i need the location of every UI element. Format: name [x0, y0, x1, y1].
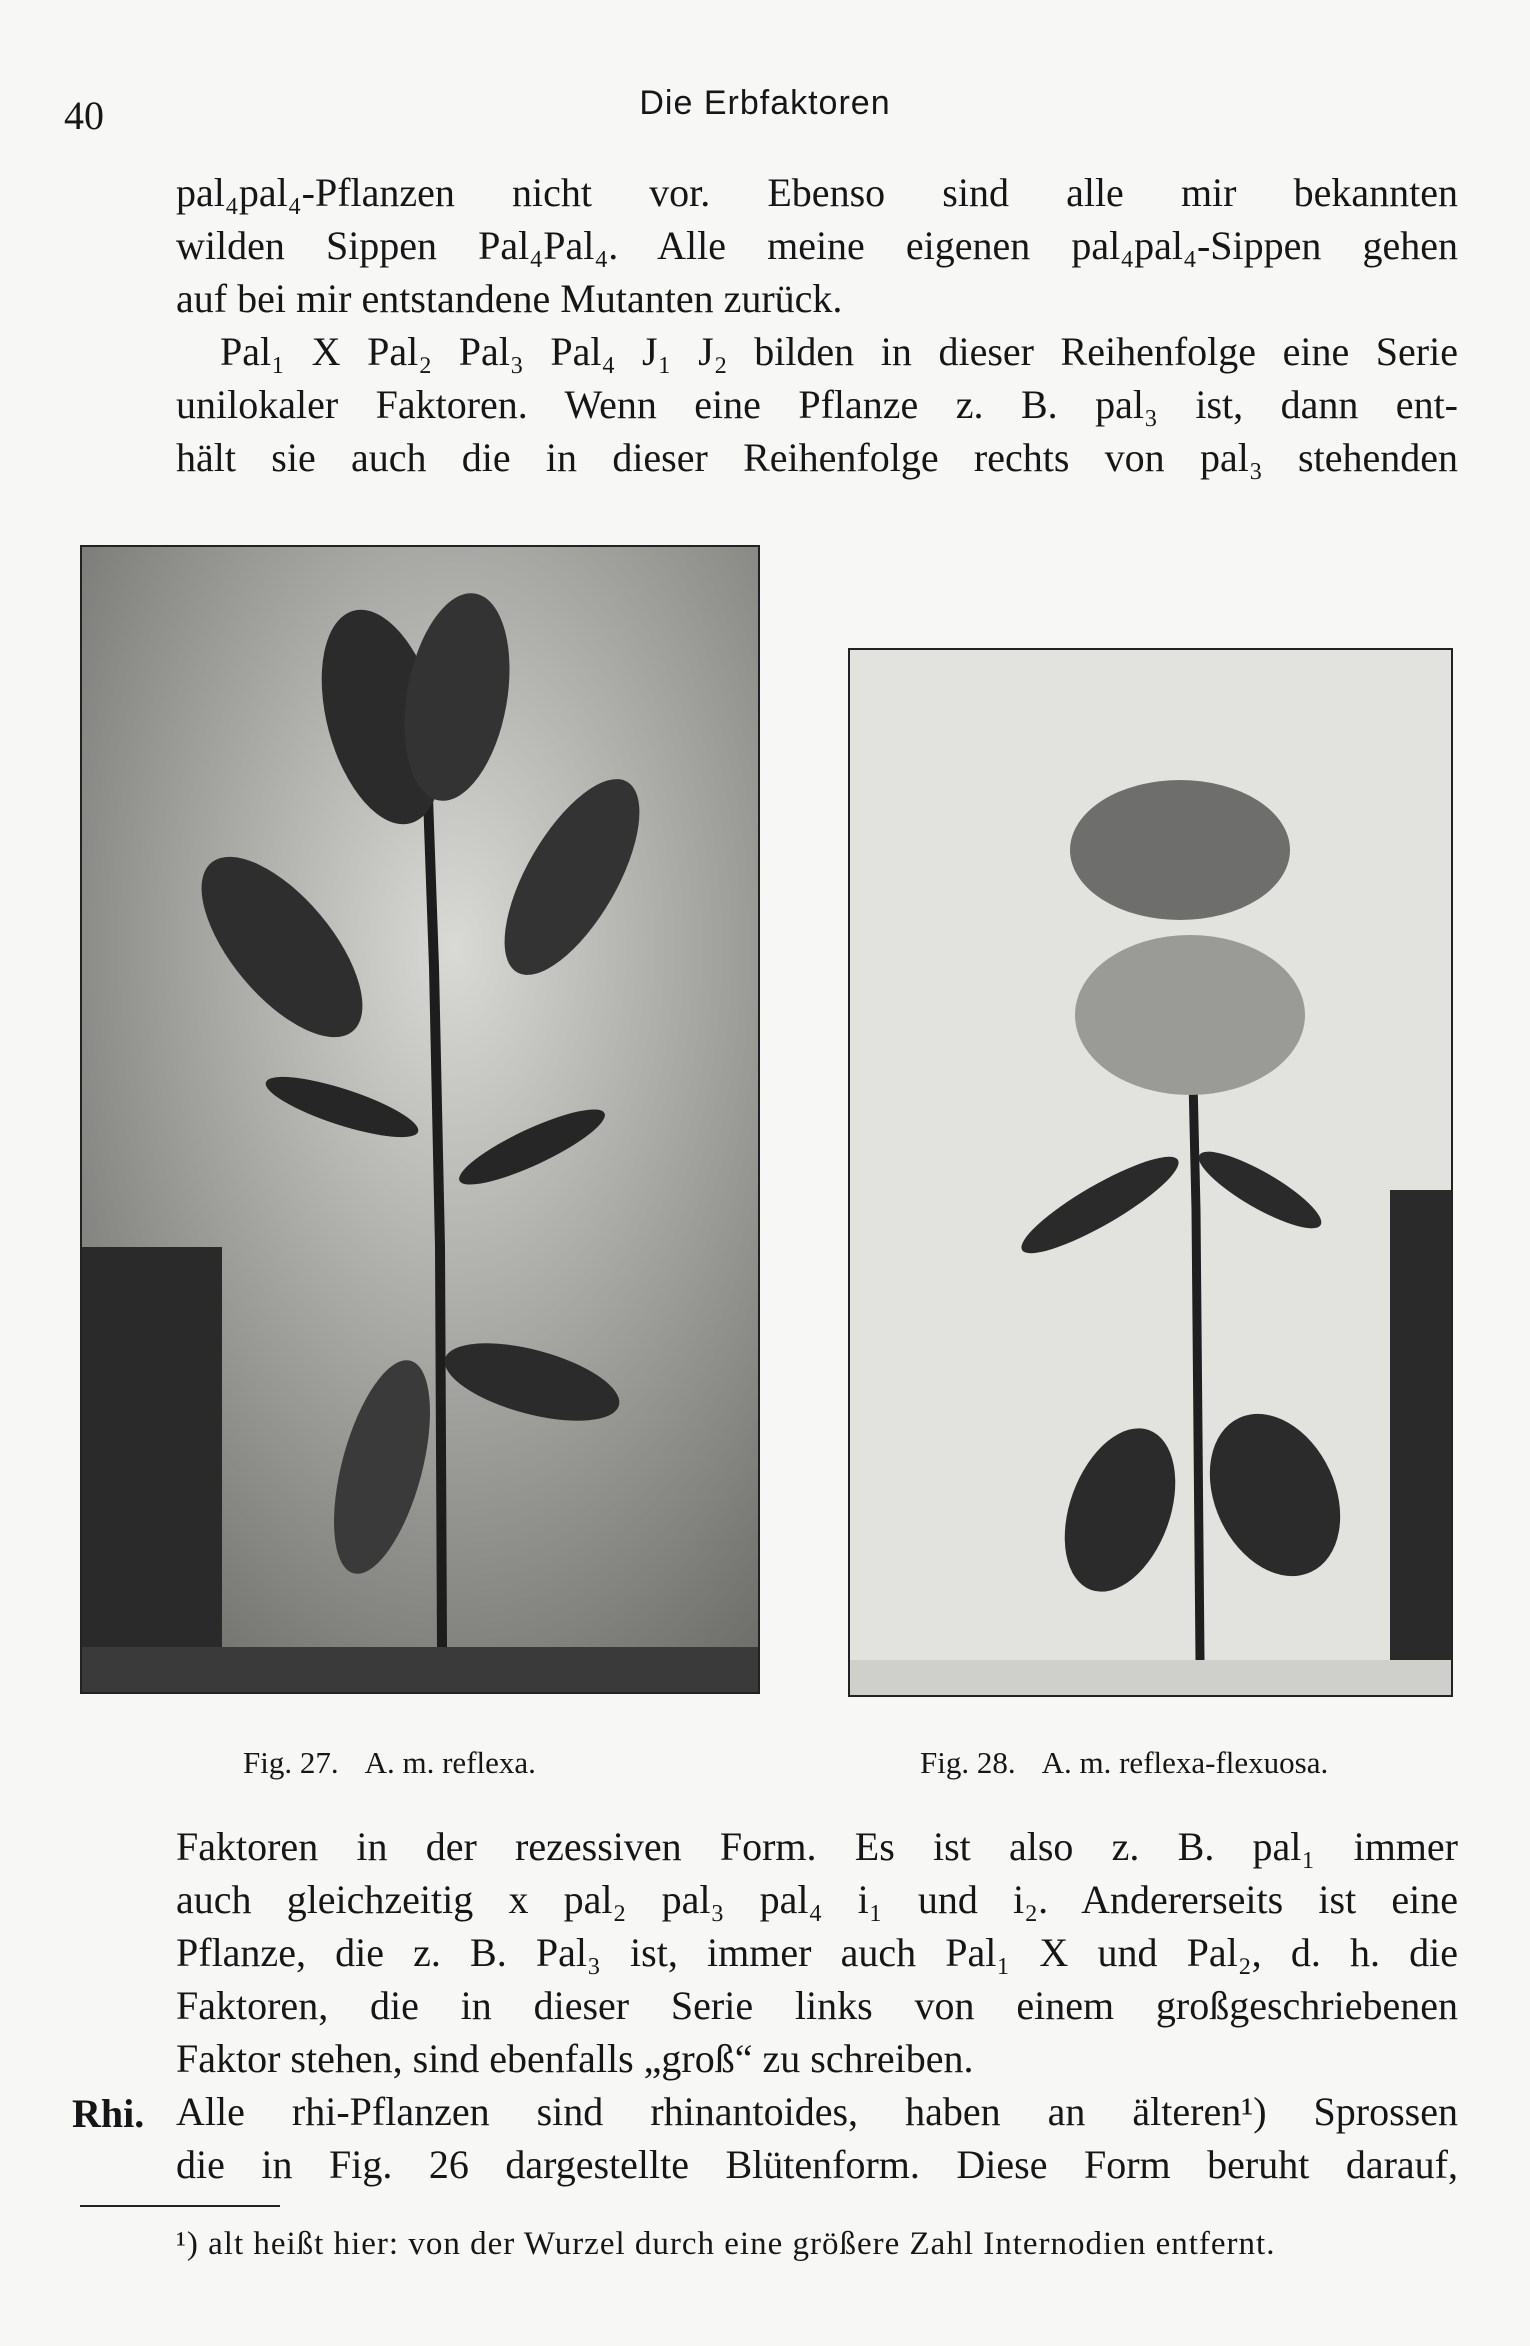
- paragraph-3: [176, 1820, 1458, 2085]
- text-line: die in Fig. 26 dargestellte Blütenform. Diese Form beruht darauf,: [176, 2142, 1458, 2187]
- margin-label-rhi: Rhi.: [72, 2091, 145, 2136]
- paragraph-4: [176, 2085, 1458, 2191]
- page-number: 40: [64, 93, 104, 138]
- text-line: Pal₁ X Pal₂ Pal₃ Pal₄ J₁ J₂ bilden in dieser Reihenfolge eine Serie: [220, 329, 1458, 374]
- text-line: pal₄pal₄-Pflanzen nicht vor. Ebenso sind alle mir bekannten: [176, 170, 1458, 215]
- figure-27-caption: [243, 1745, 536, 1781]
- plant-photo-illustration: [850, 650, 1451, 1695]
- plant-photo-illustration: [82, 547, 758, 1692]
- paragraph-2: [176, 325, 1458, 484]
- text-line: Faktoren in der rezessiven Form. Es ist also z. B. pal₁ immer: [176, 1824, 1458, 1869]
- text-line: Pflanze, die z. B. Pal₃ ist, immer auch Pal₁ X und Pal₂, d. h. die: [176, 1930, 1458, 1975]
- text-line: wilden Sippen Pal₄Pal₄. Alle meine eigenen pal₄pal₄-Sippen gehen: [176, 223, 1458, 268]
- figure-28-caption: [920, 1745, 1328, 1781]
- text-line: hält sie auch die in dieser Reihenfolge rechts von pal₃ stehenden: [176, 435, 1458, 480]
- running-title: Die Erbfaktoren: [639, 84, 891, 122]
- figure-label: Fig. 27.: [243, 1745, 339, 1780]
- text-line: unilokaler Faktoren. Wenn eine Pflanze z. B. pal₃ ist, dann ent-: [176, 382, 1458, 427]
- figure-caption-text: A. m. reflexa.: [364, 1745, 536, 1780]
- text-line: Faktor stehen, sind ebenfalls „groß“ zu schreiben.: [176, 2036, 974, 2081]
- figure-28-photo: [848, 648, 1453, 1697]
- footnote: ¹) alt heißt hier: von der Wurzel durch eine größere Zahl Internodien entfernt.: [176, 2226, 1276, 2262]
- text-line: auf bei mir entstandene Mutanten zurück.: [176, 276, 843, 321]
- text-line: Alle rhi-Pflanzen sind rhinantoides, haben an älteren¹) Sprossen: [176, 2089, 1458, 2134]
- text-line: auch gleichzeitig x pal₂ pal₃ pal₄ i₁ und i₂. Andererseits ist eine: [176, 1877, 1458, 1922]
- paragraph-1: [176, 166, 1458, 325]
- figure-27-photo: [80, 545, 760, 1694]
- figure-caption-text: A. m. reflexa-flexuosa.: [1041, 1745, 1329, 1780]
- text-line: Faktoren, die in dieser Serie links von einem großgeschriebenen: [176, 1983, 1458, 2028]
- footnote-rule: [80, 2205, 280, 2207]
- figure-label: Fig. 28.: [920, 1745, 1016, 1780]
